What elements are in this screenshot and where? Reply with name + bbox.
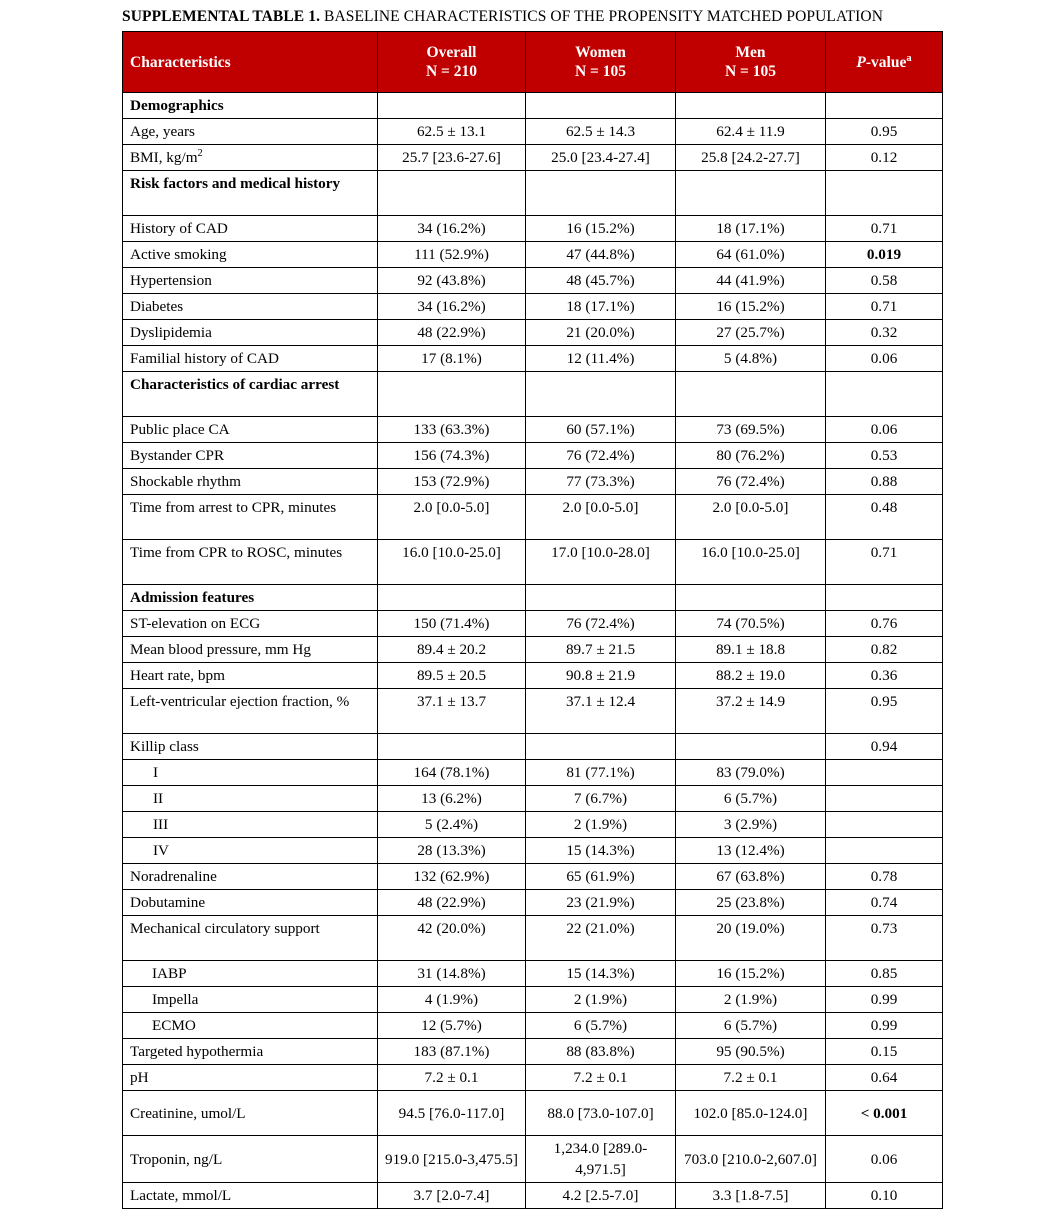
cell-women: 60 (57.1%) <box>526 417 676 443</box>
cell-overall: 48 (22.9%) <box>378 320 526 346</box>
row-label: Mechanical circulatory support <box>123 916 378 961</box>
row-label: IABP <box>123 961 378 987</box>
cell-overall: 2.0 [0.0-5.0] <box>378 495 526 540</box>
table-row <box>123 585 943 611</box>
cell-women: 47 (44.8%) <box>526 242 676 268</box>
table-row <box>123 1183 943 1209</box>
cell-women: 1,234.0 [289.0-4,971.5] <box>526 1136 676 1183</box>
row-section-label: Characteristics of cardiac arrest <box>123 372 378 417</box>
cell-men: 89.1 ± 18.8 <box>676 637 826 663</box>
cell-p-value: 0.53 <box>826 443 943 469</box>
cell-women: 25.0 [23.4-27.4] <box>526 145 676 171</box>
p-value-italic-p: P <box>856 53 866 71</box>
cell-women: 15 (14.3%) <box>526 961 676 987</box>
cell-women <box>526 734 676 760</box>
cell-women: 89.7 ± 21.5 <box>526 637 676 663</box>
cell-overall: 5 (2.4%) <box>378 812 526 838</box>
column-header-overall <box>378 32 526 93</box>
cell-overall <box>378 734 526 760</box>
cell-overall: 164 (78.1%) <box>378 760 526 786</box>
cell-p-value <box>826 786 943 812</box>
row-label: Familial history of CAD <box>123 346 378 372</box>
cell-overall: 92 (43.8%) <box>378 268 526 294</box>
cell-men: 95 (90.5%) <box>676 1039 826 1065</box>
cell-women: 16 (15.2%) <box>526 216 676 242</box>
cell-men: 62.4 ± 11.9 <box>676 119 826 145</box>
table-row <box>123 864 943 890</box>
table-row <box>123 760 943 786</box>
cell-p-value: 0.019 <box>826 242 943 268</box>
row-label: Troponin, ng/L <box>123 1136 378 1183</box>
cell-overall: 48 (22.9%) <box>378 890 526 916</box>
cell-overall: 17 (8.1%) <box>378 346 526 372</box>
table-row <box>123 838 943 864</box>
table-row <box>123 987 943 1013</box>
cell-p-value: 0.73 <box>826 916 943 961</box>
cell-women: 7.2 ± 0.1 <box>526 1065 676 1091</box>
cell-p-value: 0.78 <box>826 864 943 890</box>
cell-men: 5 (4.8%) <box>676 346 826 372</box>
column-header-women-label: Women <box>575 44 626 61</box>
row-label: I <box>123 760 378 786</box>
cell-overall <box>378 171 526 216</box>
cell-p-value: 0.71 <box>826 540 943 585</box>
row-label: Dobutamine <box>123 890 378 916</box>
cell-men: 25 (23.8%) <box>676 890 826 916</box>
cell-men: 3.3 [1.8-7.5] <box>676 1183 826 1209</box>
cell-men: 2.0 [0.0-5.0] <box>676 495 826 540</box>
table-body <box>123 93 943 1209</box>
cell-p-value <box>826 372 943 417</box>
supplemental-table-1 <box>122 31 943 1209</box>
cell-overall: 132 (62.9%) <box>378 864 526 890</box>
cell-men: 16 (15.2%) <box>676 294 826 320</box>
cell-overall: 156 (74.3%) <box>378 443 526 469</box>
cell-overall: 13 (6.2%) <box>378 786 526 812</box>
table-row <box>123 611 943 637</box>
table-row <box>123 689 943 734</box>
cell-women: 12 (11.4%) <box>526 346 676 372</box>
table-row <box>123 890 943 916</box>
table-row <box>123 469 943 495</box>
cell-p-value: 0.32 <box>826 320 943 346</box>
cell-men: 16.0 [10.0-25.0] <box>676 540 826 585</box>
cell-p-value: 0.94 <box>826 734 943 760</box>
column-header-p-value <box>826 32 943 93</box>
cell-overall: 133 (63.3%) <box>378 417 526 443</box>
cell-women: 77 (73.3%) <box>526 469 676 495</box>
cell-men <box>676 372 826 417</box>
cell-men: 16 (15.2%) <box>676 961 826 987</box>
column-header-overall-label: Overall <box>426 44 477 61</box>
row-label: Dyslipidemia <box>123 320 378 346</box>
row-label: Mean blood pressure, mm Hg <box>123 637 378 663</box>
cell-overall: 31 (14.8%) <box>378 961 526 987</box>
cell-overall: 153 (72.9%) <box>378 469 526 495</box>
row-label: Noradrenaline <box>123 864 378 890</box>
cell-women: 21 (20.0%) <box>526 320 676 346</box>
cell-women: 62.5 ± 14.3 <box>526 119 676 145</box>
cell-p-value: 0.99 <box>826 1013 943 1039</box>
row-label: ST-elevation on ECG <box>123 611 378 637</box>
row-label: Age, years <box>123 119 378 145</box>
column-header-men-label: Men <box>735 44 766 61</box>
row-label: Time from CPR to ROSC, minutes <box>123 540 378 585</box>
cell-overall: 28 (13.3%) <box>378 838 526 864</box>
cell-p-value: < 0.001 <box>826 1091 943 1136</box>
p-value-rest: -value <box>865 53 907 71</box>
cell-overall: 89.5 ± 20.5 <box>378 663 526 689</box>
cell-p-value <box>826 760 943 786</box>
cell-men <box>676 171 826 216</box>
column-header-overall-count: N = 210 <box>425 63 478 80</box>
cell-women: 76 (72.4%) <box>526 443 676 469</box>
cell-women: 23 (21.9%) <box>526 890 676 916</box>
cell-men: 3 (2.9%) <box>676 812 826 838</box>
cell-men: 76 (72.4%) <box>676 469 826 495</box>
row-label: Left-ventricular ejection fraction, % <box>123 689 378 734</box>
table-row <box>123 786 943 812</box>
cell-men: 44 (41.9%) <box>676 268 826 294</box>
table-row <box>123 1136 943 1183</box>
row-label: Killip class <box>123 734 378 760</box>
table-header <box>123 32 943 93</box>
row-label: ECMO <box>123 1013 378 1039</box>
cell-men <box>676 93 826 119</box>
cell-women: 76 (72.4%) <box>526 611 676 637</box>
unit-superscript: 2 <box>197 147 203 159</box>
cell-p-value: 0.06 <box>826 346 943 372</box>
cell-women: 2 (1.9%) <box>526 812 676 838</box>
cell-men: 13 (12.4%) <box>676 838 826 864</box>
table-row <box>123 346 943 372</box>
cell-men <box>676 734 826 760</box>
cell-men: 25.8 [24.2-27.7] <box>676 145 826 171</box>
cell-men <box>676 585 826 611</box>
cell-men: 7.2 ± 0.1 <box>676 1065 826 1091</box>
column-header-men <box>676 32 826 93</box>
table-row <box>123 443 943 469</box>
table-row <box>123 734 943 760</box>
column-header-women-count: N = 105 <box>574 63 627 80</box>
table-row <box>123 93 943 119</box>
table-row <box>123 812 943 838</box>
cell-overall <box>378 585 526 611</box>
cell-women: 48 (45.7%) <box>526 268 676 294</box>
table-row <box>123 1013 943 1039</box>
cell-p-value <box>826 585 943 611</box>
cell-women: 7 (6.7%) <box>526 786 676 812</box>
p-value-footnote-marker: a <box>906 52 912 64</box>
cell-p-value: 0.82 <box>826 637 943 663</box>
table-title-prefix: SUPPLEMENTAL TABLE 1. <box>122 8 321 25</box>
cell-men: 83 (79.0%) <box>676 760 826 786</box>
row-label: III <box>123 812 378 838</box>
row-label: Lactate, mmol/L <box>123 1183 378 1209</box>
table-row <box>123 216 943 242</box>
cell-men: 37.2 ± 14.9 <box>676 689 826 734</box>
table-row <box>123 495 943 540</box>
row-section-label: Demographics <box>123 93 378 119</box>
cell-women: 37.1 ± 12.4 <box>526 689 676 734</box>
cell-men: 703.0 [210.0-2,607.0] <box>676 1136 826 1183</box>
table-row <box>123 268 943 294</box>
table-row <box>123 1091 943 1136</box>
cell-overall: 111 (52.9%) <box>378 242 526 268</box>
cell-p-value: 0.06 <box>826 1136 943 1183</box>
table-title-rest: BASELINE CHARACTERISTICS OF THE PROPENSITY MATCHED POPULATION <box>320 8 883 25</box>
column-header-men-count: N = 105 <box>724 63 777 80</box>
cell-overall: 34 (16.2%) <box>378 216 526 242</box>
cell-overall: 12 (5.7%) <box>378 1013 526 1039</box>
table-row <box>123 145 943 171</box>
cell-women: 18 (17.1%) <box>526 294 676 320</box>
table-row <box>123 916 943 961</box>
cell-women: 2.0 [0.0-5.0] <box>526 495 676 540</box>
cell-p-value: 0.12 <box>826 145 943 171</box>
cell-women <box>526 585 676 611</box>
cell-men: 73 (69.5%) <box>676 417 826 443</box>
cell-p-value: 0.58 <box>826 268 943 294</box>
table-row <box>123 540 943 585</box>
cell-p-value: 0.99 <box>826 987 943 1013</box>
cell-women: 22 (21.0%) <box>526 916 676 961</box>
row-label: Active smoking <box>123 242 378 268</box>
cell-overall: 89.4 ± 20.2 <box>378 637 526 663</box>
row-label: Heart rate, bpm <box>123 663 378 689</box>
cell-men: 27 (25.7%) <box>676 320 826 346</box>
cell-men: 20 (19.0%) <box>676 916 826 961</box>
cell-men: 88.2 ± 19.0 <box>676 663 826 689</box>
row-label: Public place CA <box>123 417 378 443</box>
table-row <box>123 119 943 145</box>
cell-women <box>526 93 676 119</box>
column-header-women <box>526 32 676 93</box>
cell-p-value <box>826 812 943 838</box>
row-label: History of CAD <box>123 216 378 242</box>
cell-overall: 16.0 [10.0-25.0] <box>378 540 526 585</box>
row-label: Bystander CPR <box>123 443 378 469</box>
cell-overall: 62.5 ± 13.1 <box>378 119 526 145</box>
row-label: Shockable rhythm <box>123 469 378 495</box>
row-label: Creatinine, umol/L <box>123 1091 378 1136</box>
cell-p-value: 0.95 <box>826 119 943 145</box>
cell-women: 4.2 [2.5-7.0] <box>526 1183 676 1209</box>
table-row <box>123 294 943 320</box>
row-label: II <box>123 786 378 812</box>
cell-men: 6 (5.7%) <box>676 1013 826 1039</box>
cell-men: 102.0 [85.0-124.0] <box>676 1091 826 1136</box>
row-label: Hypertension <box>123 268 378 294</box>
table-row <box>123 1039 943 1065</box>
row-label: Targeted hypothermia <box>123 1039 378 1065</box>
cell-men: 64 (61.0%) <box>676 242 826 268</box>
cell-women: 88 (83.8%) <box>526 1039 676 1065</box>
cell-overall: 42 (20.0%) <box>378 916 526 961</box>
cell-overall: 37.1 ± 13.7 <box>378 689 526 734</box>
table-title <box>122 6 942 27</box>
cell-women: 65 (61.9%) <box>526 864 676 890</box>
row-label: Time from arrest to CPR, minutes <box>123 495 378 540</box>
cell-p-value: 0.71 <box>826 294 943 320</box>
cell-overall <box>378 372 526 417</box>
cell-p-value: 0.06 <box>826 417 943 443</box>
cell-overall: 4 (1.9%) <box>378 987 526 1013</box>
row-label: BMI, $kg/m^2$ <box>123 145 378 171</box>
cell-women: 15 (14.3%) <box>526 838 676 864</box>
cell-men: 74 (70.5%) <box>676 611 826 637</box>
cell-men: 2 (1.9%) <box>676 987 826 1013</box>
cell-p-value: 0.71 <box>826 216 943 242</box>
cell-men: 80 (76.2%) <box>676 443 826 469</box>
cell-p-value <box>826 93 943 119</box>
table-row <box>123 961 943 987</box>
table-row <box>123 242 943 268</box>
cell-overall: 34 (16.2%) <box>378 294 526 320</box>
cell-women: 88.0 [73.0-107.0] <box>526 1091 676 1136</box>
row-section-label: Admission features <box>123 585 378 611</box>
cell-p-value: 0.36 <box>826 663 943 689</box>
cell-women <box>526 372 676 417</box>
table-row <box>123 171 943 216</box>
row-label: pH <box>123 1065 378 1091</box>
cell-women: 81 (77.1%) <box>526 760 676 786</box>
table-row <box>123 417 943 443</box>
table-row <box>123 663 943 689</box>
cell-p-value: 0.95 <box>826 689 943 734</box>
cell-overall: 25.7 [23.6-27.6] <box>378 145 526 171</box>
cell-p-value <box>826 171 943 216</box>
cell-overall <box>378 93 526 119</box>
cell-overall: 7.2 ± 0.1 <box>378 1065 526 1091</box>
table-row <box>123 372 943 417</box>
cell-p-value: 0.74 <box>826 890 943 916</box>
cell-women: 17.0 [10.0-28.0] <box>526 540 676 585</box>
cell-men: 67 (63.8%) <box>676 864 826 890</box>
cell-overall: 3.7 [2.0-7.4] <box>378 1183 526 1209</box>
cell-overall: 150 (71.4%) <box>378 611 526 637</box>
cell-overall: 919.0 [215.0-3,475.5] <box>378 1136 526 1183</box>
row-label: IV <box>123 838 378 864</box>
cell-p-value: 0.88 <box>826 469 943 495</box>
row-section-label: Risk factors and medical history <box>123 171 378 216</box>
table-row <box>123 637 943 663</box>
cell-p-value <box>826 838 943 864</box>
cell-p-value: 0.76 <box>826 611 943 637</box>
column-header-characteristics: Characteristics <box>123 32 378 93</box>
cell-women <box>526 171 676 216</box>
table-row <box>123 320 943 346</box>
cell-overall: 183 (87.1%) <box>378 1039 526 1065</box>
cell-p-value: 0.15 <box>826 1039 943 1065</box>
cell-p-value: 0.85 <box>826 961 943 987</box>
cell-women: 2 (1.9%) <box>526 987 676 1013</box>
row-label: Impella <box>123 987 378 1013</box>
header-row <box>123 32 943 93</box>
cell-p-value: 0.64 <box>826 1065 943 1091</box>
cell-overall: 94.5 [76.0-117.0] <box>378 1091 526 1136</box>
row-label: Diabetes <box>123 294 378 320</box>
table-row <box>123 1065 943 1091</box>
cell-men: 18 (17.1%) <box>676 216 826 242</box>
cell-men: 6 (5.7%) <box>676 786 826 812</box>
cell-p-value: 0.48 <box>826 495 943 540</box>
cell-women: 90.8 ± 21.9 <box>526 663 676 689</box>
cell-p-value: 0.10 <box>826 1183 943 1209</box>
cell-women: 6 (5.7%) <box>526 1013 676 1039</box>
